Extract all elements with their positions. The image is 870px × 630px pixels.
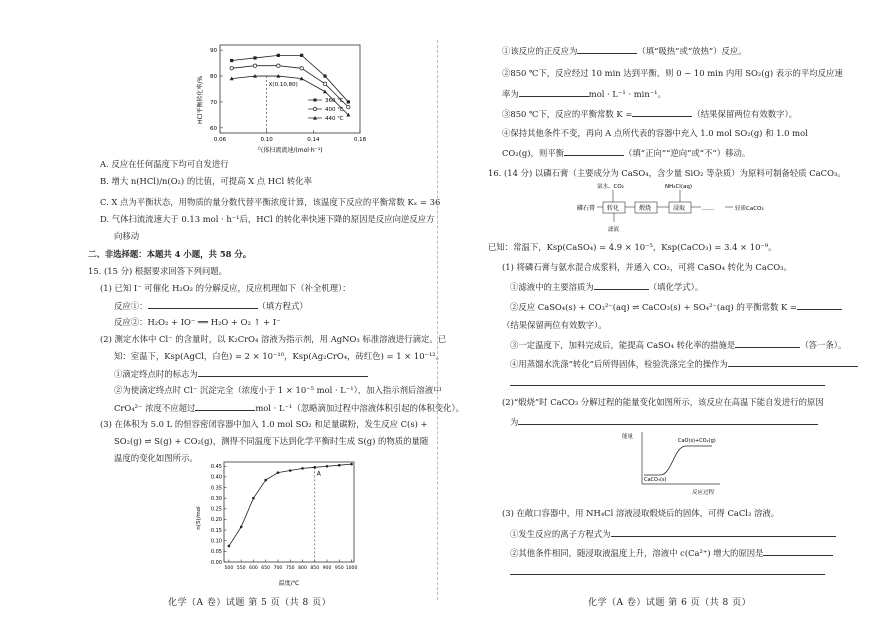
q15-1-r1-label: 反应①： bbox=[114, 301, 148, 311]
page-right bbox=[440, 0, 870, 630]
chart2-xtick-label: 700 bbox=[273, 566, 283, 571]
chart1-point-label: X(0.10,80) bbox=[268, 82, 298, 89]
option-c: C. X 点为平衡状态，用物质的量分数代替平衡浓度计算，该温度下反应的平衡常数 Kₓ = 36 bbox=[100, 197, 441, 207]
blank-input[interactable] bbox=[519, 88, 589, 97]
blank-input[interactable] bbox=[632, 108, 692, 117]
chart1-ytick-label: 60 bbox=[210, 125, 217, 132]
q16-1-2-label: ②反应 CaSO₄(s) + CO₃²⁻(aq) ⇌ CaCO₃(s) + SO₄²⁻(aq) 的平衡常数 K = bbox=[510, 302, 797, 312]
q15-3-3 bbox=[502, 108, 797, 120]
blank-input[interactable] bbox=[564, 147, 624, 156]
q16-3-2-label: ②其他条件相同，随浸取液温度上升，溶液中 c(Ca²⁺) 增大的原因是 bbox=[510, 548, 764, 558]
q16-known: 已知：常温下，Ksp(CaSO₄) = 4.9 × 10⁻⁵，Ksp(CaCO₃) = 3.4 × 10⁻⁹。 bbox=[488, 242, 777, 252]
q16-1-3-label: ③一定温度下，加料完成后，能提高 CaSO₄ 转化率的措施是 bbox=[510, 340, 736, 350]
chart2-ytick-label: 0.00 bbox=[210, 559, 222, 566]
chart1-point bbox=[253, 64, 256, 67]
energy-diagram bbox=[620, 428, 740, 500]
chart2-point bbox=[240, 526, 243, 529]
chart2-point bbox=[277, 471, 280, 474]
chart1-point bbox=[300, 54, 303, 57]
energy-top-label: CaO(s)+CO₂(g) bbox=[678, 438, 716, 444]
flow-waste: 滤液 bbox=[608, 227, 620, 233]
q15-1-r1-hint: （填方程式） bbox=[257, 301, 308, 311]
q15-3-4-cont bbox=[502, 147, 750, 159]
chart2-point bbox=[228, 545, 231, 548]
blank-input[interactable] bbox=[594, 281, 649, 290]
blank-input[interactable] bbox=[518, 416, 818, 425]
q16-2: (2)“煅烧”时 CaCO₃ 分解过程的能量变化如图所示，该反应在高温下能自发进行的原因 bbox=[502, 397, 824, 407]
chart2-point bbox=[326, 465, 329, 468]
chart1-point bbox=[347, 105, 350, 108]
blank-input[interactable] bbox=[763, 547, 833, 556]
chart2-ytick-label: 0.35 bbox=[210, 485, 222, 492]
q15-3-4-hint: （填“正向”“逆向”或“不”）移动。 bbox=[624, 148, 751, 158]
q15-2-1-label: ①滴定终点时的标志为 bbox=[114, 369, 198, 379]
chart1-xlabel: 气体扫流流速/(mol·h⁻¹) bbox=[257, 147, 323, 154]
q15-3-2-unit: mol · L⁻¹ · min⁻¹。 bbox=[588, 89, 666, 99]
page-divider bbox=[437, 40, 438, 600]
q16-1: (1) 将磷石膏与氨水混合成浆料，并通入 CO₂，可将 CaSO₄ 转化为 CaCO₃。 bbox=[502, 262, 792, 272]
chart1-legend-label: 440 ℃ bbox=[325, 116, 344, 122]
chart2-ytick-label: 0.20 bbox=[210, 517, 222, 524]
q15-2-2-cont bbox=[114, 402, 464, 414]
q16-1-2 bbox=[510, 301, 842, 313]
q16-1-1-hint: （填化学式）。 bbox=[648, 282, 704, 292]
option-b: B. 增大 n(HCl)/n(O₂) 的比值，可提高 X 点 HCl 转化率 bbox=[100, 176, 312, 186]
q15-2-2-unit: mol · L⁻¹（忽略滴加过程中溶液体积引起的体积变化）。 bbox=[255, 403, 464, 413]
energy-curve bbox=[644, 446, 712, 475]
q15-3-4: ④保持其他条件不变，再向 A 点所代表的容器中充入 1.0 mol SO₂(g) 和 1.0 mol bbox=[502, 128, 808, 138]
chart2-point-label: A bbox=[316, 470, 321, 478]
chart2-xlabel: 温度/℃ bbox=[278, 580, 300, 587]
q15-3-cont2: 温度的变化如图所示。 bbox=[114, 453, 198, 463]
chart1-point bbox=[323, 74, 326, 77]
chart2-ytick-label: 0.25 bbox=[210, 506, 222, 513]
q15-2-2: ②为使滴定终点时 Cl⁻ 沉淀完全（浓度小于 1 × 10⁻⁵ mol · L⁻¹），加入指示剂后溶液中 bbox=[114, 385, 442, 395]
q15-3-4-label: CO₂(g)，则平衡 bbox=[502, 148, 565, 158]
footer-right: 化学（A 卷）试题 第 6 页（共 8 页） bbox=[588, 598, 752, 608]
blank-input[interactable] bbox=[198, 368, 368, 377]
chart1-point bbox=[347, 100, 350, 103]
blank-input[interactable] bbox=[728, 358, 858, 367]
ns-temperature-chart bbox=[190, 458, 360, 588]
chart2-frame bbox=[224, 462, 354, 562]
option-d-cont: 向移动 bbox=[114, 231, 140, 241]
flow-step3: 浸取 bbox=[673, 205, 686, 212]
q16-3-2 bbox=[510, 547, 833, 559]
q16-1-4-line bbox=[510, 377, 825, 389]
chart1-point bbox=[230, 59, 233, 62]
q15-2-cont: 知：室温下，Ksp(AgCl，白色) = 2 × 10⁻¹⁰，Ksp(Ag₂CrO₄，砖红色) = 1 × 10⁻¹²。 bbox=[114, 351, 445, 361]
q15-3-2: ②850 ℃下，反应经过 10 min 达到平衡，则 0 ~ 10 min 内用 SO₂(g) 表示的平均反应速 bbox=[502, 68, 843, 78]
blank-input[interactable] bbox=[611, 528, 836, 537]
flow-input2-label: NH₄Cl(aq) bbox=[665, 184, 692, 190]
chart2-series-line bbox=[229, 464, 352, 546]
energy-bottom-label: CaCO₃(s) bbox=[644, 477, 667, 483]
footer-left: 化学（A 卷）试题 第 5 页（共 8 页） bbox=[168, 598, 332, 608]
q15-1-r2: 反应②：H₂O₂ + IO⁻ ══ H₂O + O₂ ↑ + I⁻ bbox=[114, 317, 281, 327]
option-d: D. 气体扫流流速大于 0.13 mol · h⁻¹后，HCl 的转化率快速下降的原因是反应向逆反应方 bbox=[100, 214, 435, 224]
chart2-xtick-label: 600 bbox=[249, 566, 258, 571]
q15-3-1-hint: （填“吸热”或“放热”）反应。 bbox=[637, 46, 747, 56]
chart1-point bbox=[277, 54, 280, 57]
chart1-legend-marker bbox=[314, 99, 317, 102]
chart1-legend-label: 400 ℃ bbox=[325, 107, 344, 113]
chart2-xtick-label: 1000 bbox=[345, 566, 358, 571]
blank-input[interactable] bbox=[797, 301, 842, 310]
chart2-ytick-label: 0.45 bbox=[210, 464, 222, 471]
blank-input[interactable] bbox=[195, 402, 255, 411]
chart2-ytick-label: 0.10 bbox=[210, 538, 222, 545]
chart2-ytick-label: 0.15 bbox=[210, 527, 222, 534]
chart1-point bbox=[323, 82, 326, 85]
q16-1-4 bbox=[510, 358, 858, 370]
chart2-point bbox=[301, 467, 304, 470]
q16-1-1 bbox=[510, 281, 703, 293]
flow-step1: 转化 bbox=[607, 205, 620, 212]
chart1-legend-label: 360 ℃ bbox=[325, 98, 344, 104]
q16-2-label: 为 bbox=[510, 417, 519, 427]
chart2-point bbox=[338, 464, 341, 467]
chart2-ytick-label: 0.40 bbox=[210, 474, 222, 481]
hcl-conversion-chart bbox=[180, 40, 370, 155]
q15-title: 15. (15 分) 根据要求回答下列问题。 bbox=[88, 266, 227, 276]
chart2-ytick-label: 0.30 bbox=[210, 495, 222, 502]
chart1-point bbox=[230, 67, 233, 70]
q15-1: (1) 已知 I⁻ 可催化 H₂O₂ 的分解反应，反应机理如下（补全机理）： bbox=[100, 283, 351, 293]
q15-2-1 bbox=[114, 368, 368, 380]
flow-start: 磷石膏 bbox=[577, 205, 596, 212]
chart2-ylabel: n(S)/mol bbox=[196, 506, 202, 530]
chart2-xtick-label: 650 bbox=[261, 566, 271, 571]
q16-1-1-label: ①滤液中的主要溶质为 bbox=[510, 282, 594, 292]
chart2-xtick-label: 750 bbox=[285, 566, 295, 571]
flow-end: 轻质CaCO₃ bbox=[735, 206, 764, 212]
blank-input[interactable] bbox=[510, 566, 825, 575]
q15-3-2-label: 率为 bbox=[502, 89, 519, 99]
section-heading: 二、非选择题：本题共 4 小题，共 58 分。 bbox=[88, 249, 252, 259]
chart2-xtick-label: 550 bbox=[236, 566, 246, 571]
q15-3-3-hint: （结果保留两位有效数字）。 bbox=[692, 109, 798, 119]
chart1-ylabel: HCl平衡转化率/% bbox=[197, 75, 204, 125]
q16-1-4-label: ④用蒸馏水洗涤“转化”后所得固体，检验洗涤完全的操作为 bbox=[510, 359, 728, 369]
chart1-series-line bbox=[232, 55, 349, 102]
chart2-xtick-label: 900 bbox=[322, 566, 332, 571]
q15-3-2-cont bbox=[502, 88, 666, 100]
flow-step2: 煅烧 bbox=[639, 205, 652, 212]
energy-ylabel: 能量 bbox=[622, 434, 634, 440]
q15-2-2-label: CrO₄²⁻ 浓度不应超过 bbox=[114, 403, 196, 413]
q16-3-2-line bbox=[510, 566, 825, 578]
chart2-point bbox=[264, 479, 267, 482]
chart1-xtick-label: 0.18 bbox=[353, 137, 367, 143]
blank-input[interactable] bbox=[510, 377, 825, 386]
chart2-xtick-label: 500 bbox=[224, 566, 234, 571]
chart1-point bbox=[323, 90, 327, 94]
q16-3-1 bbox=[510, 528, 836, 540]
q16-1-3 bbox=[510, 339, 846, 351]
chart1-point bbox=[253, 56, 256, 59]
blank-input[interactable] bbox=[735, 339, 800, 348]
chart2-xtick-label: 950 bbox=[334, 566, 344, 571]
chart1-xtick-label: 0.10 bbox=[260, 137, 273, 143]
q15-3-cont: SO₂(g) ⇌ S(g) + CO₂(g)，测得不同温度下达到化学平衡时生成 S(g) 的物质的量随 bbox=[114, 436, 429, 446]
q15-2: (2) 测定水体中 Cl⁻ 的含量时，以 K₂CrO₄ 溶液为指示剂，用 AgNO₃ 标准溶液进行滴定。已 bbox=[100, 334, 447, 344]
chart2-point bbox=[350, 463, 353, 466]
q16-title: 16. (14 分) 以磷石膏（主要成分为 CaSO₄，含少量 SiO₂ 等杂质）为原料可制备轻质 CaCO₃。 bbox=[488, 168, 846, 178]
process-flow-diagram bbox=[577, 180, 815, 235]
q15-3-1-label: ①该反应的正反应为 bbox=[502, 46, 578, 56]
chart1-xtick-label: 0.06 bbox=[213, 137, 227, 143]
blank-input[interactable] bbox=[148, 300, 258, 309]
chart2-xtick-label: 800 bbox=[298, 566, 307, 571]
chart1-xtick-label: 0.14 bbox=[307, 137, 320, 143]
blank-input[interactable] bbox=[577, 45, 637, 54]
flow-input-label: 氨水、CO₂ bbox=[597, 184, 624, 190]
chart1-ytick-label: 80 bbox=[210, 74, 217, 81]
q16-1-2-cont: （结果保留两位有效数字）。 bbox=[502, 320, 607, 330]
chart1-legend-marker bbox=[313, 107, 316, 110]
chart2-point bbox=[313, 466, 316, 469]
q16-3: (3) 在敞口容器中，用 NH₄Cl 溶液浸取煅烧后的固体，可得 CaCl₂ 溶液。 bbox=[502, 508, 780, 518]
q16-3-1-label: ①发生反应的离子方程式为 bbox=[510, 529, 611, 539]
q15-3-3-label: ③850 ℃下，反应的平衡常数 K = bbox=[502, 109, 633, 119]
q15-3: (3) 在体积为 5.0 L 的恒容密闭容器中加入 1.0 mol SO₂ 和足量碳粉，发生反应 C(s) + bbox=[100, 419, 428, 429]
chart2-point bbox=[289, 469, 292, 472]
option-a: A. 反应在任何温度下均可自发进行 bbox=[100, 159, 229, 169]
chart1-ytick-label: 70 bbox=[210, 99, 217, 106]
flow-dots: …… bbox=[702, 205, 714, 212]
chart2-xtick-label: 850 bbox=[310, 566, 320, 571]
q16-1-3-hint: （答一条）。 bbox=[800, 340, 847, 350]
energy-xlabel: 反应过程 bbox=[692, 490, 715, 496]
chart1-point bbox=[300, 67, 303, 70]
q15-1-r1 bbox=[114, 300, 308, 312]
chart2-point bbox=[252, 497, 255, 500]
q16-2-cont bbox=[510, 416, 818, 428]
q15-3-1 bbox=[502, 45, 747, 57]
chart1-point bbox=[277, 64, 280, 67]
chart2-ytick-label: 0.05 bbox=[210, 549, 222, 556]
chart1-ytick-label: 90 bbox=[210, 48, 217, 55]
